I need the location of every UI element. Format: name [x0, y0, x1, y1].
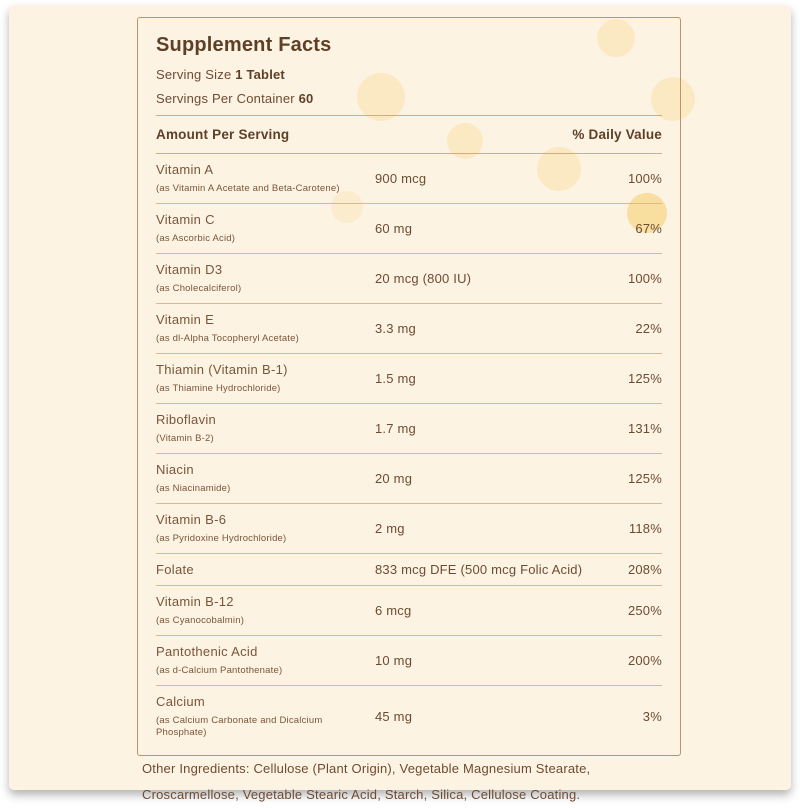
- facts-row: [156, 204, 662, 254]
- nutrient-amount: 60 mg: [375, 221, 413, 236]
- nutrient-amount: 45 mg: [375, 709, 413, 724]
- facts-column-header: [156, 115, 662, 154]
- nutrient-detail: (as Cholecalciferol): [156, 283, 242, 294]
- nutrient-daily-value: 118%: [628, 521, 662, 536]
- nutrient-detail: (Vitamin B-2): [156, 433, 214, 444]
- nutrient-name: Niacin: [156, 462, 194, 477]
- nutrient-cell: [156, 312, 375, 345]
- serving-size-value: 1 Tablet: [235, 67, 285, 82]
- nutrient-detail: (as Cyanocobalmin): [156, 615, 245, 626]
- facts-row: [156, 554, 662, 586]
- nutrient-name: Thiamin (Vitamin B-1): [156, 362, 288, 377]
- nutrient-cell: [156, 362, 375, 395]
- other-ingredients-text: Other Ingredients: Cellulose (Plant Origin), Vegetable Magnesium Stearate, Croscarmellose, Vegetable Stearic Acid, Starch, Silica, Cellulose Coating.: [142, 761, 591, 802]
- daily-value-header: % Daily Value: [572, 127, 662, 142]
- nutrient-amount: 2 mg: [375, 521, 405, 536]
- nutrient-name: Riboflavin: [156, 412, 217, 427]
- nutrient-daily-value: 100%: [627, 171, 662, 186]
- nutrient-daily-value: 22%: [635, 321, 662, 336]
- nutrient-daily-value: 131%: [627, 421, 662, 436]
- nutrient-detail: (as Vitamin A Acetate and Beta-Carotene): [156, 183, 340, 194]
- nutrient-amount: 20 mg: [375, 471, 413, 486]
- nutrient-name: Vitamin A: [156, 162, 214, 177]
- nutrient-amount: 1.7 mg: [375, 421, 416, 436]
- nutrient-amount: 900 mcg: [375, 171, 427, 186]
- facts-row: [156, 304, 662, 354]
- nutrient-daily-value: 208%: [627, 562, 662, 577]
- amount-per-serving-header: Amount Per Serving: [156, 127, 290, 142]
- facts-row: [156, 154, 662, 204]
- nutrient-cell: [156, 262, 375, 295]
- nutrient-detail: (as Niacinamide): [156, 483, 231, 494]
- nutrient-name: Vitamin B-12: [156, 594, 234, 609]
- facts-row: [156, 404, 662, 454]
- serving-size-line: [156, 67, 662, 82]
- nutrient-cell: [156, 694, 375, 739]
- facts-row: [156, 636, 662, 686]
- nutrient-cell: [156, 644, 375, 677]
- nutrient-amount: 20 mcg (800 IU): [375, 271, 472, 286]
- servings-per-container-line: [156, 91, 662, 106]
- facts-row: [156, 686, 662, 747]
- supplement-facts-title: Supplement Facts: [156, 34, 332, 56]
- facts-row: [156, 354, 662, 404]
- nutrient-daily-value: 200%: [627, 653, 662, 668]
- nutrient-amount: 833 mcg DFE (500 mcg Folic Acid): [375, 562, 583, 577]
- nutrient-amount: 1.5 mg: [375, 371, 416, 386]
- supplement-facts-box: [137, 17, 681, 756]
- nutrient-cell: [156, 412, 375, 445]
- nutrient-name: Calcium: [156, 694, 206, 709]
- nutrient-daily-value: 250%: [627, 603, 662, 618]
- facts-row: [156, 454, 662, 504]
- nutrient-cell: [156, 462, 375, 495]
- facts-row: [156, 504, 662, 554]
- nutrient-cell: [156, 562, 375, 577]
- nutrient-daily-value: 125%: [627, 371, 662, 386]
- nutrient-name: Vitamin D3: [156, 262, 223, 277]
- nutrient-amount: 6 mcg: [375, 603, 412, 618]
- nutrient-daily-value: 3%: [642, 709, 662, 724]
- nutrient-amount: 10 mg: [375, 653, 413, 668]
- nutrient-cell: [156, 162, 375, 195]
- servings-per-container-label: Servings Per Container: [156, 91, 299, 106]
- nutrient-name: Vitamin B-6: [156, 512, 227, 527]
- nutrient-amount: 3.3 mg: [375, 321, 416, 336]
- nutrient-name: Pantothenic Acid: [156, 644, 258, 659]
- nutrient-detail: (as Pyridoxine Hydrochloride): [156, 533, 287, 544]
- nutrient-daily-value: 67%: [635, 221, 662, 236]
- nutrient-cell: [156, 594, 375, 627]
- nutrient-detail: (as Calcium Carbonate and Dicalcium Phosphate): [156, 715, 323, 738]
- label-background-panel: [9, 5, 791, 802]
- facts-row: [156, 254, 662, 304]
- nutrient-name: Vitamin E: [156, 312, 215, 327]
- servings-per-container-value: 60: [298, 91, 314, 106]
- nutrient-name: Vitamin C: [156, 212, 215, 227]
- nutrient-name: Folate: [156, 562, 194, 577]
- nutrient-detail: (as Thiamine Hydrochloride): [156, 383, 281, 394]
- facts-row: [156, 586, 662, 636]
- nutrient-cell: [156, 212, 375, 245]
- nutrient-detail: (as Ascorbic Acid): [156, 233, 236, 244]
- nutrient-detail: (as d-Calcium Pantothenate): [156, 665, 283, 676]
- nutrient-detail: (as dl-Alpha Tocopheryl Acetate): [156, 333, 299, 344]
- nutrient-daily-value: 100%: [627, 271, 662, 286]
- nutrient-daily-value: 125%: [627, 471, 662, 486]
- nutrient-cell: [156, 512, 375, 545]
- serving-size-label: Serving Size: [156, 67, 236, 82]
- facts-rows: [156, 154, 662, 747]
